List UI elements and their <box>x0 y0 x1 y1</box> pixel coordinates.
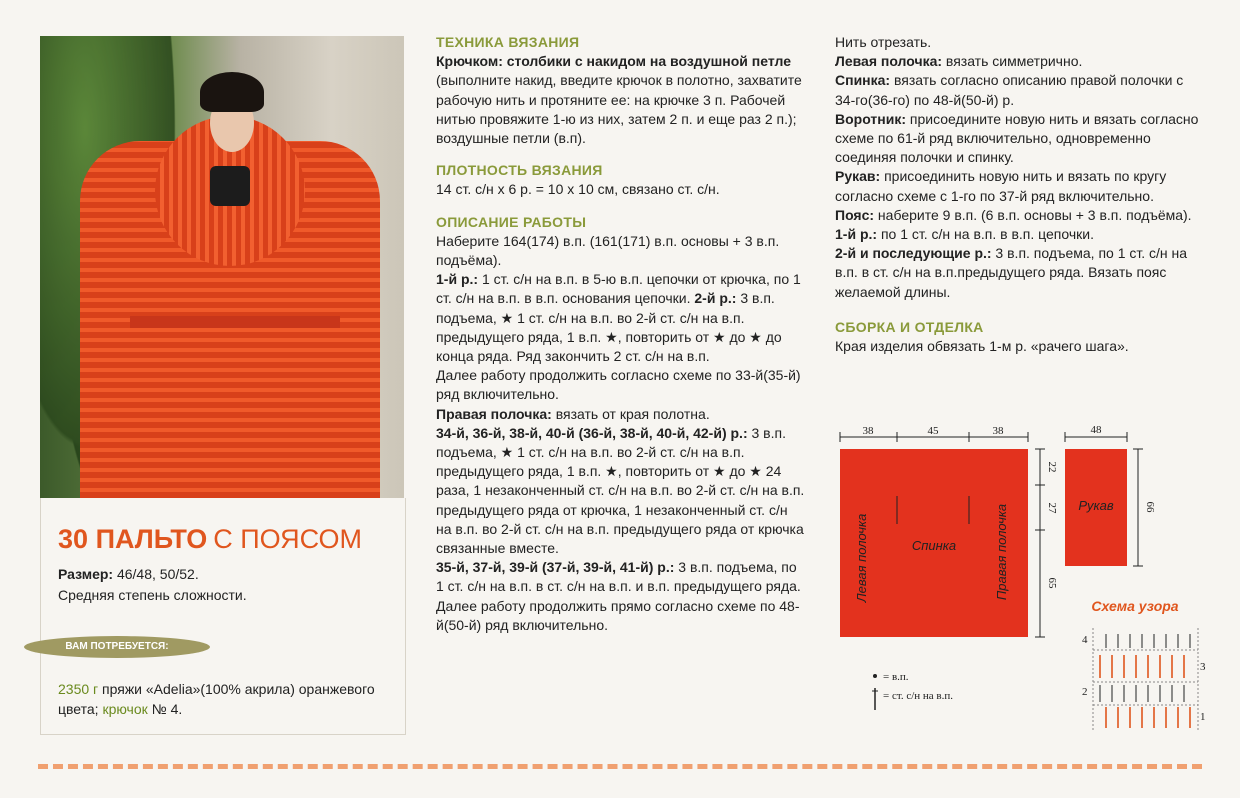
difficulty: Средняя степень сложности. <box>58 587 247 603</box>
right-panel-label: Правая полочка <box>994 503 1009 601</box>
dim-label: 38 <box>992 425 1004 437</box>
section-heading: ОПИСАНИЕ РАБОТЫ <box>436 213 587 230</box>
dim-label: 22 <box>1046 461 1058 473</box>
section-heading: СБОРКА И ОТДЕЛКА <box>835 318 984 335</box>
sleeve-length: 66 <box>1144 501 1156 513</box>
middle-column: ТЕХНИКА ВЯЗАНИЯ Крючком: столбики с накидом на воздушной петле (выполните накид, введите крючок в полотно, захватите рабочую нить и протяните ее: на крючке 3 п. Рабочей нитью провяжите 1-ю из них, затем 2 п. и еще раз 2 п.); воздушные петли (в.п). ПЛОТНОСТЬ ВЯЗАНИЯ 14 ст. с/н х 6 р. = 10 х 10 см, связано ст. с/н. ОПИСАНИЕ РАБОТЫ Наберите 164(174) в.п. (161(171) в.п. основы + 3 в.п. подъёма). 1-й р.: 1 ст. с/н на в.п. в 5-ю в.п. цепочки от крючка, по 1 ст. с/н на в.п. в в.п. основания цепочки. 2-й р.: 3 в.п. подъема, ★ 1 ст. с/н на в.п. во 2-й ст. с/н на в.п. предыдущего ряда, 1 в.п. ★, повторить от ★ до ★ до конца ряда. Ряд закончить 2 ст. с/н на в.п. Далее работу продолжить согласно схеме по 33-й(35-й) ряд включительно. Правая полочка: вязать от края полотна. 34-й, 36-й, 38-й, 40-й (36-й, 38-й, 40-й, 42-й) р.: 3 в.п. подъема, ★ 1 ст. с/н на в.п. во 2-й ст. с/н на в.п. предыдущего ряда, 1 в.п. ★, повторить от ★ до ★ 24 раза, 1 незаконченный ст. с/н на в.п. во 2-й ст. с/н на в.п. предыдущего ряда от крючка, 1 незаконченный ст. с/н на в.п. во 2-й ст. с/н на в.п. предыдущего ряда от крючка связанные вместе. 35-й, 37-й, 39-й (37-й, 39-й, 41-й) р.: 3 в.п. подъема, по 1 ст. с/н на в.п. в ст. с/н на в.п. и в.п. предыдущего ряда. Далее работу продолжить прямо согласно схеме по 48-й(50-й) ряд включительно. <box>436 34 805 633</box>
section-heading: ТЕХНИКА ВЯЗАНИЯ <box>436 34 580 50</box>
pattern-title: 30 ПАЛЬТО С ПОЯСОМ <box>58 524 362 554</box>
sleeve-width: 48 <box>1090 424 1102 436</box>
row-number: 4 <box>1082 634 1088 646</box>
dim-label: 27 <box>1046 502 1058 514</box>
right-column: Нить отрезать. Левая полочка: вязать симметрично. Спинка: вязать согласно описанию правой полочки с 34-го(36-го) по 48-й(50-й) р. Воротник: присоедините новую нить и вязать согласно схеме по 61-й ряд включительно, одновременно соединяя полочки и спинку. Рукав: присоединить новую нить и вязать по кругу согласно схеме с 1-го по 37-й ряд включительно. Пояс: наберите 9 в.п. (6 в.п. основы + 3 в.п. подъёма). 1-й р.: по 1 ст. с/н на в.п. в в.п. цепочки. 2-й и последующие р.: 3 в.п. подъема, по 1 ст. с/н на в.п. в ст. с/н на в.п.предыдущего ряда. Вязать пояс желаемой длины. СБОРКА И ОТДЕЛКА Края изделия обвязать 1-м р. «рачего шага». <box>835 33 1201 356</box>
chain-stitch-icon <box>873 674 877 678</box>
row-number: 2 <box>1082 686 1088 698</box>
section-heading: ПЛОТНОСТЬ ВЯЗАНИЯ <box>436 162 603 179</box>
stitch-scheme <box>1093 628 1198 730</box>
legend-chain: = в.п. <box>883 671 909 683</box>
row-number: 3 <box>1200 661 1206 673</box>
left-panel-label: Левая полочка <box>854 513 869 603</box>
dim-label: 65 <box>1046 577 1058 589</box>
row-number: 1 <box>1200 711 1206 723</box>
materials: 2350 г пряжи «Adelia»(100% акрила) оранжевого цвета; крючок № 4. <box>58 681 375 717</box>
legend-dc: = ст. с/н на в.п. <box>883 690 953 702</box>
bottom-dashed-border <box>38 764 1202 769</box>
size-line: Размер: 46/48, 50/52. <box>58 566 199 582</box>
dim-label: 38 <box>862 425 874 437</box>
need-badge: ВАМ ПОТРЕБУЕТСЯ: <box>24 636 210 658</box>
scheme-title: Схема узора <box>1091 598 1179 614</box>
dim-label: 45 <box>927 425 939 437</box>
back-label: Спинка <box>911 538 957 553</box>
sleeve-label: Рукав <box>1078 498 1114 513</box>
